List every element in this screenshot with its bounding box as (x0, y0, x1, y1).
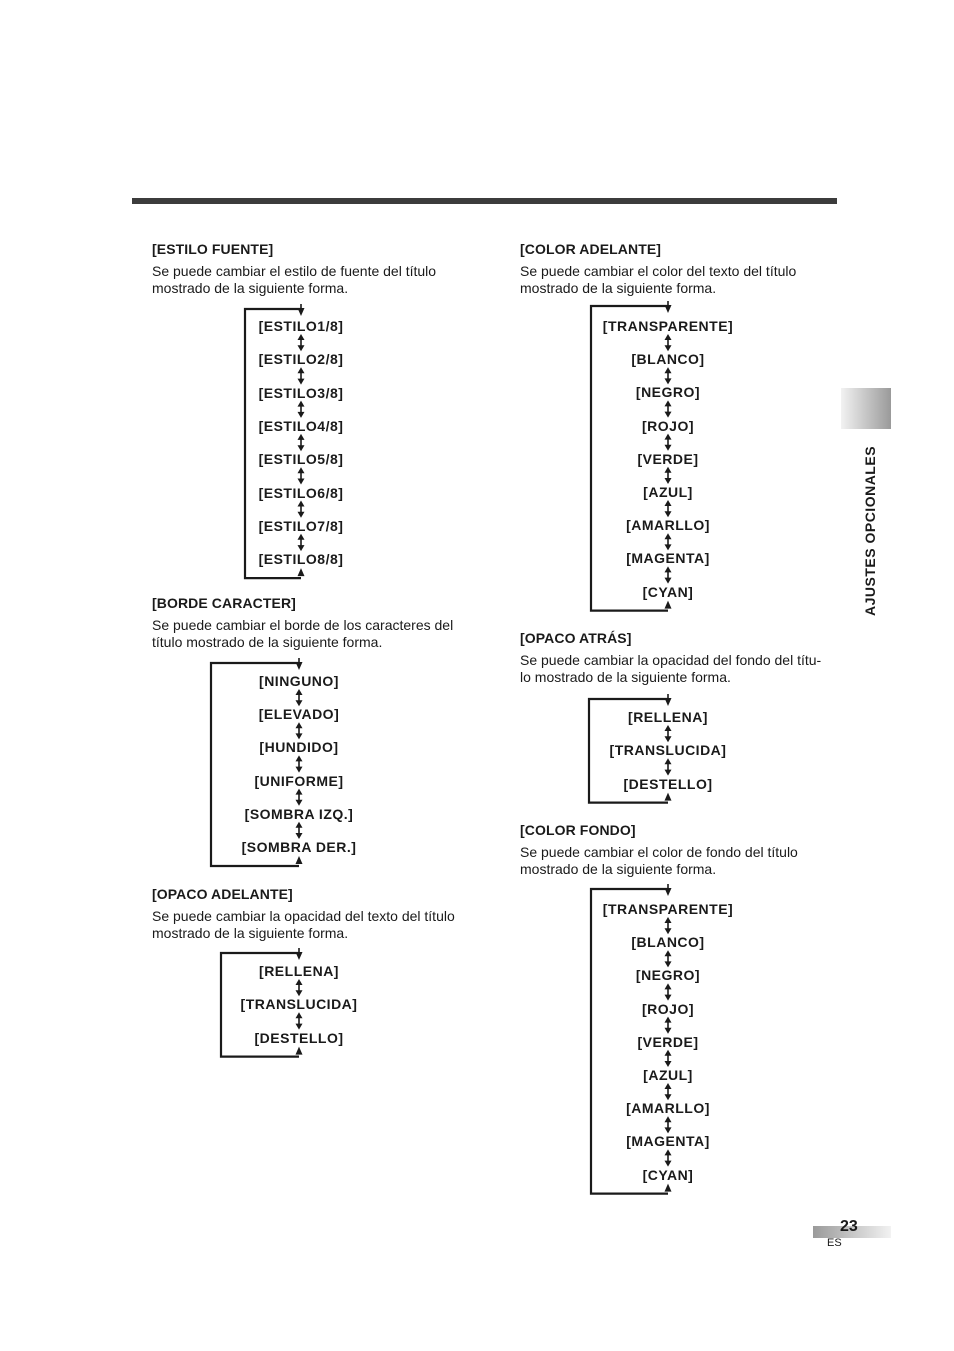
section-opaco-adelante (152, 886, 472, 942)
cycle-option: [CYAN] (642, 1166, 694, 1183)
double-arrow-icon (665, 758, 672, 775)
double-arrow-icon (665, 1050, 672, 1067)
section-color-adelante (520, 241, 840, 297)
cycle-diagram-borde-caracter (207, 659, 391, 870)
double-arrow-icon (665, 434, 672, 451)
page-number: 23 (840, 1218, 858, 1235)
section-description: Se puede cambiar la opacidad del fondo del títu- lo mostrado de la siguiente forma. (520, 652, 822, 685)
cycle-option: [ESTILO3/8] (258, 384, 344, 401)
double-arrow-icon (665, 500, 672, 517)
top-rule (132, 198, 837, 204)
cycle-option: [NINGUNO] (259, 673, 339, 689)
cycle-option: [VERDE] (637, 1033, 699, 1050)
cycle-option: [ESTILO2/8] (258, 351, 344, 368)
cycle-option: [AZUL] (643, 484, 693, 500)
cycle-option: [NEGRO] (635, 384, 701, 401)
cycle-option: [AZUL] (643, 1067, 693, 1083)
section-description: Se puede cambiar el color del texto del título mostrado de la siguiente forma. (520, 263, 797, 296)
cycle-option: [NEGRO] (635, 967, 701, 984)
double-arrow-icon (298, 534, 305, 551)
double-arrow-icon (296, 789, 303, 806)
cycle-option: [MAGENTA] (626, 550, 710, 567)
side-section-label: AJUSTES OPCIONALES (862, 445, 878, 616)
double-arrow-icon (298, 501, 305, 518)
cycle-option: [TRANSPARENTE] (602, 318, 734, 334)
section-description: Se puede cambiar el borde de los caracteres del título mostrado de la siguiente forma. (152, 617, 454, 650)
double-arrow-icon (296, 979, 303, 996)
cycle-diagram-estilo-fuente (241, 305, 359, 582)
section-title: [COLOR FONDO] (520, 822, 636, 838)
double-arrow-icon (665, 467, 672, 484)
double-arrow-icon (298, 334, 305, 351)
cycle-option: [ESTILO5/8] (258, 451, 344, 468)
up-arrow-icon (665, 793, 672, 801)
double-arrow-icon (296, 755, 303, 772)
cycle-option: [CYAN] (642, 583, 694, 600)
up-arrow-icon (296, 856, 303, 864)
up-arrow-icon (298, 568, 305, 576)
double-arrow-icon (296, 1012, 303, 1029)
double-arrow-icon (298, 401, 305, 418)
double-arrow-icon (665, 1083, 672, 1100)
cycle-option: [ELEVADO] (258, 706, 340, 723)
double-arrow-icon (296, 822, 303, 839)
cycle-option: [SOMBRA IZQ.] (244, 805, 354, 822)
cycle-option: [RELLENA] (259, 963, 339, 979)
cycle-diagram-color-fondo (587, 885, 749, 1198)
cycle-option: [TRANSLUCIDA] (240, 996, 358, 1013)
double-arrow-icon (665, 533, 672, 550)
cycle-option: [ESTILO7/8] (258, 517, 344, 534)
double-arrow-icon (665, 917, 672, 934)
double-arrow-icon (665, 1116, 672, 1133)
double-arrow-icon (665, 400, 672, 417)
cycle-option: [ESTILO8/8] (258, 551, 344, 568)
cycle-option: [SOMBRA DER.] (241, 839, 357, 855)
cycle-option: [UNIFORME] (254, 772, 344, 789)
up-arrow-icon (665, 1184, 672, 1192)
double-arrow-icon (665, 566, 672, 583)
double-arrow-icon (665, 725, 672, 742)
double-arrow-icon (298, 367, 305, 384)
section-title: [OPACO ADELANTE] (152, 886, 293, 902)
section-title: [BORDE CARACTER] (152, 595, 296, 611)
section-color-fondo (520, 822, 840, 878)
section-opaco-atras (520, 630, 840, 686)
cycle-option: [RELLENA] (628, 709, 708, 725)
section-description: Se puede cambiar el estilo de fuente del título mostrado de la siguiente forma. (152, 263, 437, 296)
double-arrow-icon (665, 950, 672, 967)
cycle-option: [ESTILO6/8] (258, 484, 344, 501)
cycle-option: [TRANSPARENTE] (602, 901, 734, 917)
double-arrow-icon (298, 434, 305, 451)
cycle-option: [AMARLLO] (626, 517, 710, 534)
double-arrow-icon (665, 334, 672, 351)
up-arrow-icon (665, 601, 672, 609)
cycle-option: [ESTILO4/8] (258, 417, 344, 434)
side-tab (841, 388, 891, 429)
section-title: [COLOR ADELANTE] (520, 241, 662, 257)
cycle-option: [ESTILO1/8] (258, 318, 344, 334)
cycle-option: [ROJO] (642, 417, 694, 434)
cycle-option: [HUNDIDO] (259, 739, 339, 756)
section-description: Se puede cambiar la opacidad del texto del título mostrado de la siguiente forma. (152, 908, 455, 941)
cycle-option: [BLANCO] (631, 351, 705, 368)
cycle-option: [MAGENTA] (626, 1133, 710, 1150)
section-estilo-fuente (152, 241, 472, 297)
cycle-option: [ROJO] (642, 1000, 694, 1017)
double-arrow-icon (665, 1149, 672, 1166)
cycle-diagram-opaco-adelante (217, 949, 381, 1061)
cycle-bracket-line (211, 663, 299, 866)
cycle-diagram-lines (241, 305, 359, 582)
double-arrow-icon (296, 689, 303, 706)
cycle-option: [DESTELLO] (623, 775, 713, 792)
section-description: Se puede cambiar el color de fondo del título mostrado de la siguiente forma. (520, 844, 798, 877)
cycle-diagram-color-adelante (587, 302, 749, 615)
cycle-option: [TRANSLUCIDA] (609, 742, 727, 759)
cycle-option: [DESTELLO] (254, 1029, 344, 1046)
double-arrow-icon (665, 367, 672, 384)
double-arrow-icon (665, 983, 672, 1000)
cycle-option: [AMARLLO] (626, 1100, 710, 1117)
up-arrow-icon (296, 1047, 303, 1055)
page-language: ES (827, 1237, 842, 1249)
cycle-diagram-opaco-atras (585, 695, 751, 807)
section-borde-caracter (152, 595, 472, 651)
section-title: [ESTILO FUENTE] (152, 241, 274, 257)
double-arrow-icon (298, 467, 305, 484)
cycle-option: [BLANCO] (631, 934, 705, 951)
section-title: [OPACO ATRÁS] (520, 630, 632, 646)
double-arrow-icon (296, 722, 303, 739)
cycle-option: [VERDE] (637, 450, 699, 467)
double-arrow-icon (665, 1017, 672, 1034)
